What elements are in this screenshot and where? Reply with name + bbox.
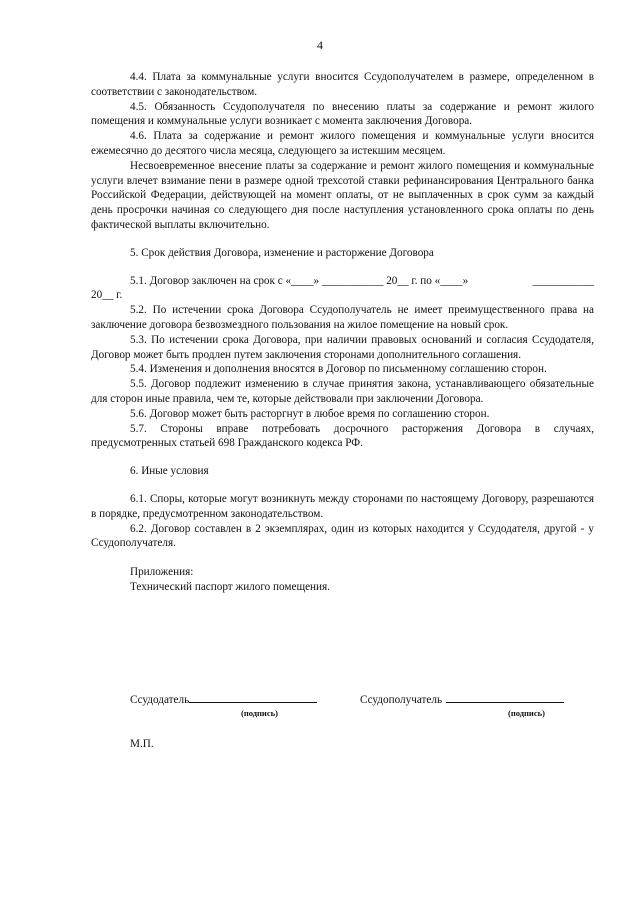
clause-5-1 (91, 274, 594, 289)
lender-label: Ссудодатель (130, 694, 190, 706)
section-6-heading: 6. Иные условия (130, 465, 209, 478)
stamp-placeholder: М.П. (130, 738, 154, 750)
contract-body (91, 70, 594, 595)
lender-signature-caption: (подпись) (241, 708, 278, 718)
clause-penalty: Несвоевременное внесение платы за содержание и ремонт жилого помещения и коммунальные услуги влечет взимание пени в размере одной трехсотой ставки рефинансирования Центрального банка Российской Федерации, действующей на момент оплаты, от не выплаченных в срок сумм за каждый день просрочки начиная со следующего дня после наступления установленного срока оплаты по день фактической выплаты включительно. (91, 159, 594, 231)
signature-area (130, 691, 590, 721)
lender-signature (130, 691, 317, 718)
section-5-heading: 5. Срок действия Договора, изменение и расторжение Договора (130, 246, 434, 259)
clause-6-2: 6.2. Договор составлен в 2 экземплярах, один из которых находится у Ссудодателя, другой - у Ссудополучателя. (91, 522, 594, 550)
clause-5-1-text: 5.1. Договор заключен на срок с «____» ___________ 20__ г. по «____» (130, 274, 469, 287)
clause-4-4: 4.4. Плата за коммунальные услуги вносится Ссудополучателем в размере, определенном в соответствии с законодательством. (91, 71, 594, 98)
clause-5-2: 5.2. По истечении срока Договора Ссудополучатель не имеет преимущественного права на заключение договора безвозмездного пользования на жилое помещение на новый срок. (91, 304, 594, 331)
clause-5-5: 5.5. Договор подлежит изменению в случае принятия закона, устанавливающего обязательные для сторон иные правила, чем те, которые действовали при заключении Договора. (91, 378, 594, 405)
page-number: 4 (317, 38, 323, 52)
clause-4-5: 4.5. Обязанность Ссудополучателя по внесению платы за содержание и ремонт жилого помещения и коммунальные услуги возникает с момента заключения Договора. (91, 100, 594, 128)
clause-5-1-blank: ___________ (532, 274, 594, 287)
clause-6-1: 6.1. Споры, которые могут возникнуть между сторонами по настоящему Договору, разрешаются в порядке, предусмотренном законодательством. (91, 492, 594, 520)
lender-signature-line[interactable] (189, 691, 317, 703)
borrower-label: Ссудополучатель (360, 694, 443, 706)
clause-4-6: 4.6. Плата за содержание и ремонт жилого помещения и коммунальные услуги вносится ежемесячно до десятого числа месяца, следующего за истекшим месяцем. (91, 130, 594, 157)
clause-5-3: 5.3. По истечении срока Договора, при наличии правовых оснований и согласия Ссудодателя, Договор может быть продлен путем заключения сторонами дополнительного соглашения. (91, 333, 594, 361)
attachments-item: Технический паспорт жилого помещения. (130, 580, 330, 593)
clause-5-7: 5.7. Стороны вправе потребовать досрочного расторжения Договора в случаях, предусмотренных статьей 698 Гражданского кодекса РФ. (91, 422, 594, 450)
borrower-signature-line[interactable] (446, 691, 564, 703)
clause-5-1-year: 20__ г. (91, 289, 123, 302)
attachments-label: Приложения: (130, 566, 194, 579)
borrower-signature (360, 691, 564, 718)
clause-5-4: 5.4. Изменения и дополнения вносятся в Договор по письменному соглашению сторон. (130, 363, 547, 376)
borrower-signature-caption: (подпись) (508, 708, 545, 718)
clause-5-6: 5.6. Договор может быть расторгнут в любое время по соглашению сторон. (130, 407, 490, 420)
